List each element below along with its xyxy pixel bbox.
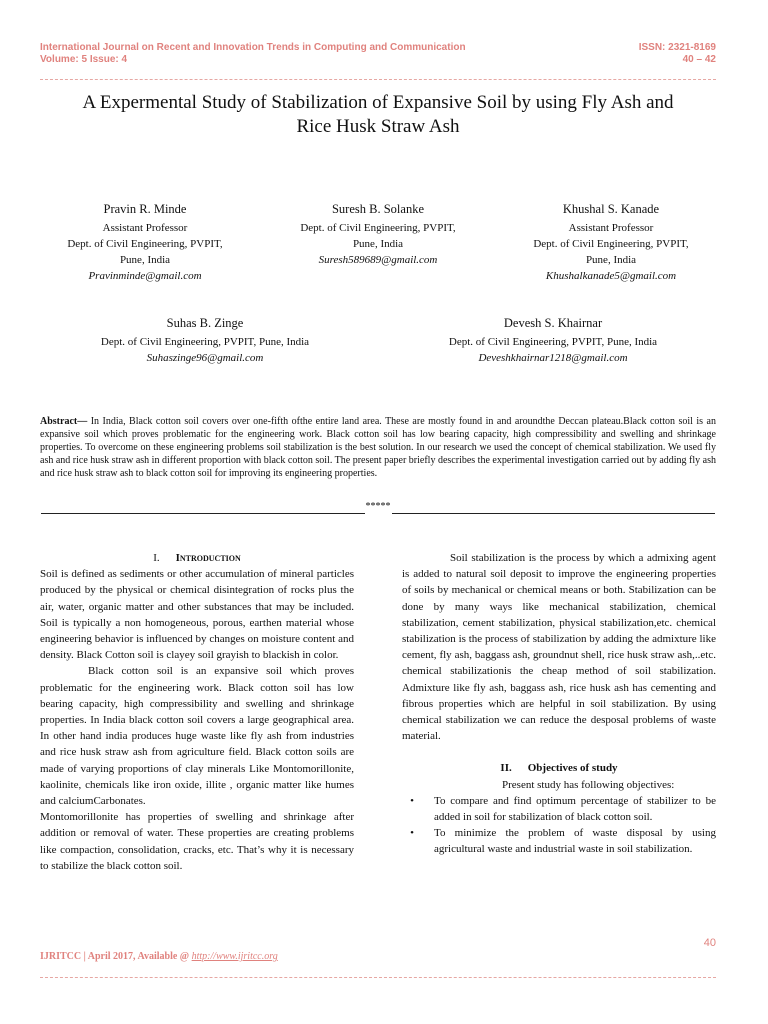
author-block — [60, 315, 350, 366]
author-block — [40, 201, 250, 284]
separator-line — [41, 504, 365, 514]
author-block — [506, 201, 716, 284]
author-affiliation: Dept. of Civil Engineering, PVPIT, — [300, 222, 456, 234]
section-title: Objectives of study — [527, 762, 618, 775]
volume-issue: Volume: 5 Issue: 4 — [40, 54, 128, 65]
section-number: I. — [153, 552, 160, 564]
author-affiliation: Pune, India — [119, 254, 171, 266]
author-email[interactable]: Deveshkhairnar1218@gmail.com — [478, 352, 628, 364]
author-email[interactable]: Suhaszinge96@gmail.com — [146, 352, 264, 364]
bullet: • — [410, 794, 414, 807]
section-separator — [40, 500, 716, 514]
author-name: Suhas B. Zinge — [166, 316, 244, 330]
author-affiliation: Assistant Professor — [568, 222, 654, 234]
author-name: Suresh B. Solanke — [331, 202, 424, 216]
title-line-2: Rice Husk Straw Ash — [296, 116, 460, 137]
author-name: Pravin R. Minde — [103, 202, 187, 216]
objective-item — [402, 793, 716, 825]
author-email[interactable]: Suresh589689@gmail.com — [318, 254, 438, 266]
footer-link[interactable]: http://www.ijritcc.org — [191, 951, 278, 962]
journal-name: International Journal on Recent and Innovation Trends in Computing and Communication — [40, 42, 466, 53]
left-column — [40, 550, 354, 874]
abstract-label: Abstract— — [40, 416, 88, 427]
author-email[interactable]: Khushalkanade5@gmail.com — [545, 270, 677, 282]
paragraph: Soil stabilization is the process by which a admixing agent is added to natural soil deposit to improve the engineering properties of soils by mechanical or chemical means or both. Stabilization can be done by many ways like mechanical stabilization, chemical stabilization, cement stabilization, physical stabilization,etc. chemical stabilization is the process of stabilization by adding the admixture like cement, fly ash, baggass ash, groundnut shell, rice husk straw ash,..etc. chemical stabilizationis the cheap method of soil stabilization. Admixture like fly ash, baggass ash, rice husk ash has cementing and fibrous properties which are helpful in soil stabilization. By using chemical stabilization we can reduce the desposal problems of waste material. — [402, 552, 716, 743]
section-heading-objectives — [402, 760, 716, 776]
footer — [40, 951, 278, 962]
issn: ISSN: 2321-8169 — [638, 42, 716, 53]
abstract-text: In India, Black cotton soil covers over one-fifth ofthe entire land area. These are mostly found in and aroundthe Deccan plateau.Black cotton soil is an expansive soil which proves problematic for the engineering work. Black cotton soil has low bearing capacity, high compressibility and swelling and shrinkage properties. To overcome on these engineering problems soil stabilization is the best solution. In our research we used the concept of chemical stabilization. We used fly ash and rice husk straw ash in different proportion with black cotton soil. The present paper briefly describes the experimental investigation carried out by adding fly ash and rice husk straw ash to black cotton soil for improving its engineering properties. — [40, 416, 716, 479]
bullet: • — [410, 827, 414, 840]
footer-text: IJRITCC | April 2017, Available @ — [40, 951, 192, 962]
author-block — [273, 201, 483, 268]
section-heading-introduction — [40, 550, 354, 566]
author-name: Devesh S. Khairnar — [503, 316, 603, 330]
abstract — [40, 415, 716, 480]
page-range: 40 – 42 — [682, 54, 716, 65]
author-affiliation: Pune, India — [352, 238, 404, 250]
separator-line — [392, 504, 716, 514]
footer-divider — [40, 977, 716, 978]
author-affiliation: Dept. of Civil Engineering, PVPIT, Pune, India — [100, 336, 310, 348]
author-affiliation: Pune, India — [585, 254, 637, 266]
objective-text: To minimize the problem of waste disposal by using agricultural waste and industrial waste in soil stabilization. — [434, 827, 716, 856]
objective-text: To compare and find optimum percentage of stabilizer to be added in soil for stabilization of black cotton soil. — [434, 794, 716, 824]
author-email[interactable]: Pravinminde@gmail.com — [88, 270, 202, 282]
author-affiliation: Dept. of Civil Engineering, PVPIT, — [533, 238, 689, 250]
author-affiliation: Dept. of Civil Engineering, PVPIT, Pune, India — [448, 336, 658, 348]
separator-stars: ***** — [365, 501, 391, 512]
section-number: II. — [500, 762, 512, 775]
author-name: Khushal S. Kanade — [562, 202, 660, 216]
paragraph: Soil is defined as sediments or other accumulation of mineral particles produced by the physical or chemical disintegration of rocks plus the air, water, organic matter and other substances that may be included. Soil is typically a non homogeneous, porous, earthen material whose engineering behavior is influenced by changes on moisture content and density. Black Cotton soil is clayey soil grayish to blackish in color. — [40, 568, 354, 662]
paragraph: Present study has following objectives: — [502, 778, 675, 791]
paper-title — [40, 91, 716, 139]
section-title: Introduction — [175, 552, 241, 564]
author-block — [408, 315, 698, 366]
paragraph: Black cotton soil is an expansive soil which proves problematic for the engineering work. Black cotton soil has low bearing capacity, high compressibility and swelling and shrinkage properties. In India black cotton soil covers a large geographical area. In other hand india produces huge waste like fly ash from industries and rice husk straw ash from agriculture field. Black cotton soils are made of varying proportions of clay minerals Like Montomorillonite, kaolinite, chemicals like iron oxide, illite , organic matter like humes and calciumCarbonates. — [40, 665, 354, 808]
author-affiliation: Dept. of Civil Engineering, PVPIT, — [67, 238, 223, 250]
title-line-1: A Expermental Study of Stabilization of Expansive Soil by using Fly Ash and — [82, 92, 674, 113]
header-divider — [40, 79, 716, 80]
paragraph: Montomorillonite has properties of swelling and shrinkage after addition or removal of water. These properties are creating problems like compaction, consolidation, cracks, etc. That’s why it is necessary to stabilize the black cotton soil. — [40, 811, 354, 872]
right-column — [402, 550, 716, 858]
objective-item — [402, 825, 716, 857]
page-number: 40 — [703, 937, 716, 949]
author-affiliation: Assistant Professor — [102, 222, 188, 234]
